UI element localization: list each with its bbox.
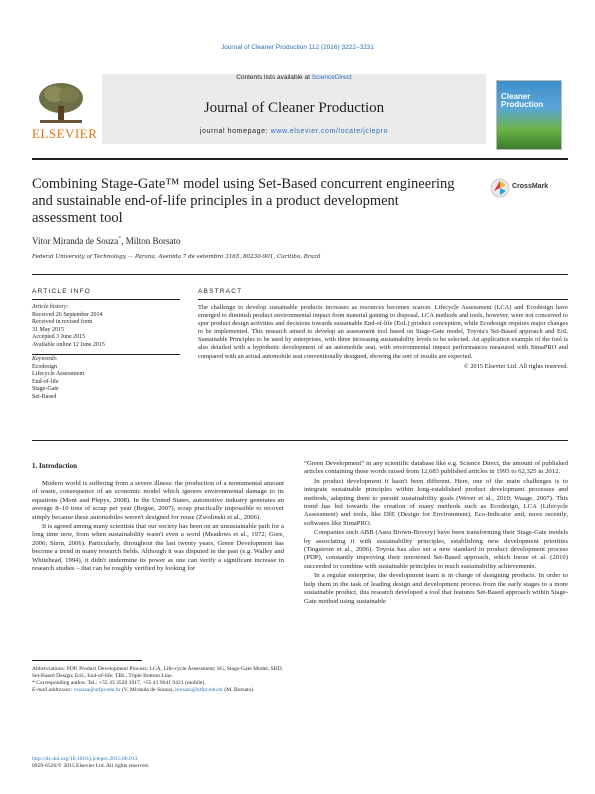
footnotes [32, 666, 284, 694]
divider [32, 440, 568, 441]
author-name[interactable]: Milton Borsato [125, 236, 181, 246]
history-item: Received 26 September 2014 [32, 311, 103, 318]
doi-link[interactable]: http://dx.doi.org/10.1016/j.jclepro.2015.06.013 [32, 756, 138, 762]
footnote-rule [32, 660, 142, 661]
homepage-link[interactable]: www.elsevier.com/locate/jclepro [270, 128, 389, 135]
contents-line: Contents lists available at ScienceDirect [236, 74, 352, 81]
body-paragraph: “Green Development” in any scientific database like e.g. Science Direct, the amount of published articles containing these words raised from 12,683 published articles in 1995 to 62,325 in 2012. [304, 460, 568, 476]
body-left-column [32, 480, 284, 574]
section-heading: 1. Introduction [32, 462, 77, 470]
journal-cover-image [496, 80, 562, 150]
email-link[interactable]: vsouza@utfpr.edu.br [73, 687, 121, 693]
history-item: Received in revised form [32, 319, 93, 326]
crossmark-icon [490, 178, 510, 198]
body-right-column [304, 460, 568, 607]
affiliation: Federal University of Technology — Parana, Avenida 7 de setembro 3165, 80230-901, Curitiba, Brazil [32, 254, 321, 260]
article-title: Combining Stage-Gate™ model using Set-Based concurrent engineering and sustainable end-of-life principles in a product development assessment tool [32, 176, 455, 226]
body-paragraph: In a regular enterprise, the development team is in charge of designing products. In order to help them in the task of leading design and development process from the early stages to a more sustainable product, this research developed a tool that features Set-Based approach within Stage-Gate method using sustainable [304, 572, 568, 605]
history-label: Article history: [32, 304, 69, 310]
abstract [198, 304, 568, 371]
history-item: Available online 12 June 2015 [32, 341, 105, 348]
corresponding-note: * Corresponding author. Tel.: +55 43 3520 3917, +55 41 9641 9421 (mobile). [32, 680, 206, 686]
article-info [32, 304, 172, 402]
abbreviations-note: Abbreviations: PDP, Product Development Process; LCA, Life-cycle Assessment; SG, Stage-Gate Model; SBD, Set-Based Design; EoL, End-of-life; TBL, Triple Bottom Line. [32, 666, 283, 679]
email-note: E-mail addresses: vsouza@utfpr.edu.br (V. Miranda de Souza), borsato@utfpr.edu.br (M. Borsato). [32, 687, 255, 693]
divider [32, 299, 180, 300]
crossmark-label: CrossMark [512, 183, 549, 190]
cover-title: Cleaner Production [501, 92, 544, 109]
divider [32, 354, 180, 355]
keywords-label: Keywords: [32, 356, 58, 363]
body-paragraph: Modern world is suffering from a severe illness: the production of a monumental amount of waste, consequence of an economic model which ignores environmental damage to its equations (Mont and Plepys, 2008). In the United States, automotive industry generates an average 8–10 tons of scrap per year (Bogue, 2007), scrap practically impossible to recover simply because these automobiles weren't designed for reuse (Zwolinski et al., 2006). [32, 480, 284, 521]
copyright: © 2015 Elsevier Ltd. All rights reserved. [463, 362, 568, 370]
crossmark-badge[interactable] [490, 178, 568, 198]
divider [198, 299, 568, 300]
keyword: End-of-life [32, 378, 59, 385]
elsevier-wordmark: ELSEVIER [32, 126, 98, 141]
body-paragraph: Companies such ABB (Asea Brown-Bovery) have been transforming their Stage-Gate models by associating it with sustainability principles, establishing new development priorities (Tingstrom et al., 2006). Toyota has also set a new standard in product development process (PDP), constantly improving their renowned Set-Based approach, which Inoue et al. (2010) succeeded to combine with sustainable principles to reach sustainability achievements. [304, 529, 568, 570]
issn-line: 0959-6526/© 2015 Elsevier Ltd. All rights reserved. [32, 763, 150, 769]
author-list: Vitor Miranda de Souza*, Milton Borsato [32, 236, 181, 246]
keyword: Stage-Gate [32, 386, 59, 393]
doi-block [32, 756, 149, 770]
sciencedirect-link[interactable]: ScienceDirect [311, 74, 352, 81]
email-link[interactable]: borsato@utfpr.edu.br [175, 687, 223, 693]
keyword: Lifecycle Assessment [32, 371, 85, 378]
body-paragraph: It is agreed among many scientists that our society has been on an unsustainable path for a long time now, from when sustainability wasn't even a word (Meadows et al., 1972; Gore, 2006; Stern, 2006). Particularly, throughout the last twenty years, Green Development has become a trend in many research fields. Although it was disputed in the past (e.g. Walley and Whitehead, 1994), it didn't undermine its power as one can verify a significant increase in research studies – that can be roughly verified by looking for [32, 523, 284, 573]
journal-homepage: journal homepage: www.elsevier.com/locate/jclepro [199, 128, 389, 135]
masthead [32, 68, 568, 156]
article-info-heading: ARTICLE INFO [32, 288, 92, 295]
body-paragraph: In product development it hasn't been different. Here, one of the main challenges is to integrate sustainable principles within long-established product development processes and methods, adapting them to pursuit sustainability goals (Wever et al., 2010; Waage, 2007). This trend has led towards the creation of many methods such as Ecodesign, LCA (Lifecycle Assessment) and tools, like DfE (Design for Environment), Eco-Indicator and, more recently, softwares like SimaPRO. [304, 477, 568, 527]
journal-citation[interactable]: Journal of Cleaner Production 112 (2016) 3222–3231 [220, 44, 375, 51]
corresponding-mark[interactable]: * [118, 236, 122, 242]
journal-name: Journal of Cleaner Production [203, 100, 385, 116]
abstract-heading: ABSTRACT [198, 288, 243, 295]
masthead-rule [32, 158, 568, 160]
keyword: Ecodesign [32, 363, 57, 370]
history-item: 31 May 2015 [32, 326, 64, 333]
divider [32, 274, 568, 275]
keyword: Set-Based [32, 394, 57, 401]
history-item: Accepted 3 June 2015 [32, 334, 86, 341]
author-name[interactable]: Vitor Miranda de Souza [32, 236, 119, 246]
abstract-text: The challenge to develop sustainable products increases as resources becomes scarcer. Lifecycle Assessment (LCA) and Ecodesign have emerged to diminish product environmental impact from material gaining to disposal. LCA methods and tools, however, were not conceived to spur product design activities and decisions towards sustainable End-of-life (EoL) product conception, while Ecodesign requires major changes to be implemented. This research aimed to develop an assessment tool based on Stage-Gate model, Toyota's Set-Based approach and EoL Sustainable Principles to be used by enterprises, with three increasing sustainability levels to be selected. An application example of the tool is also detailed with a hypothetic development of an automobile seat, with environmental impact performances measured with SimaPRO and compared with an actual automobile seat conventionally designed, showing the sort of results are expected. [198, 304, 568, 360]
